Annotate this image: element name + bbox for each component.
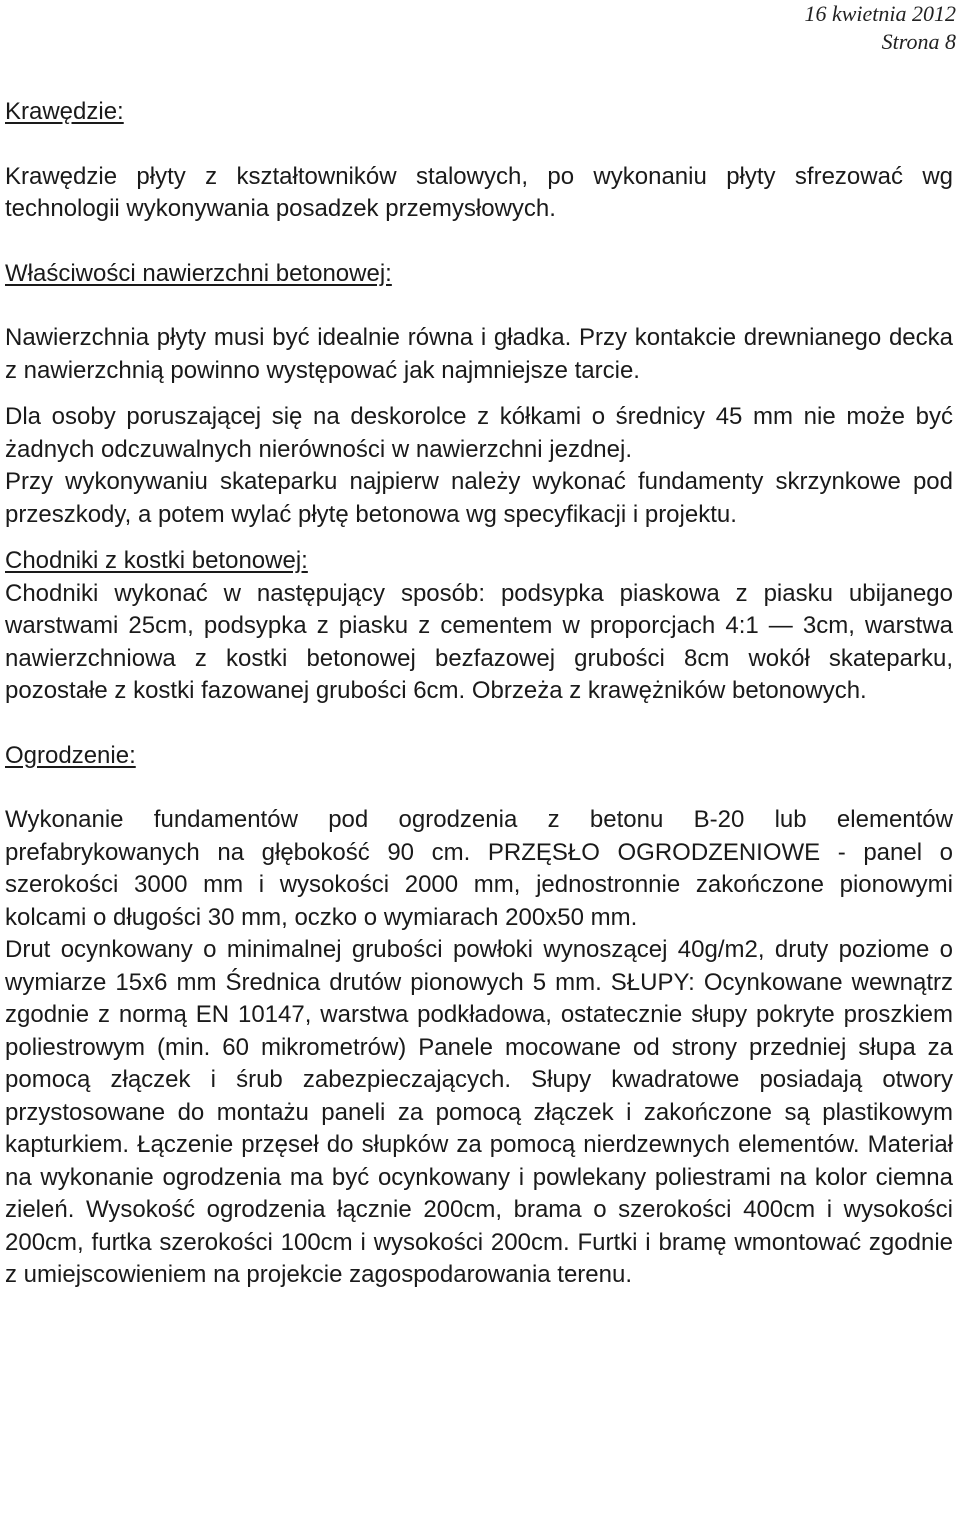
paragraph-wlasciwosci-2: Dla osoby poruszającej się na deskorolce z kółkami o średnicy 45 mm nie może być żadnych odczuwalnych nierówności w nawierzchni jezdnej.	[5, 403, 953, 463]
header-page-number: Strona 8	[881, 29, 956, 54]
heading-wlasciwosci: Właściwości nawierzchni betonowej:	[5, 259, 392, 287]
paragraph-wlasciwosci-3: Przy wykonywaniu skateparku najpierw należy wykonać fundamenty skrzynkowe pod przeszkody, a potem wylać płytę betonowa wg specyfikacji i projektu.	[5, 468, 953, 528]
paragraph-wlasciwosci-1: Nawierzchnia płyty musi być idealnie równa i gładka. Przy kontakcie drewnianego decka z nawierzchnią powinno występować jak najmniejsze tarcie.	[5, 324, 953, 384]
page-header	[804, 0, 956, 56]
heading-ogrodzenie: Ogrodzenie:	[5, 741, 136, 769]
paragraph-krawedzie: Krawędzie płyty z kształtowników stalowych, po wykonaniu płyty sfrezować wg technologii wykonywania posadzek przemysłowych.	[5, 162, 953, 222]
paragraph-ogrodzenie-1: Wykonanie fundamentów pod ogrodzenia z betonu B-20 lub elementów prefabrykowanych na głębokość 90 cm. PRZĘSŁO OGRODZENIOWE - panel o szerokości 3000 mm i wysokości 2000 mm, jednostronnie zakończone pionowymi kolcami o długości 30 mm, oczko o wymiarach 200x50 mm.	[5, 806, 953, 931]
paragraph-ogrodzenie-2: Drut ocynkowany o minimalnej grubości powłoki wynoszącej 40g/m2, druty poziome o wymiarze 15x6 mm Średnica drutów pionowych 5 mm. SŁUPY: Ocynkowane wewnątrz zgodnie z normą EN 10147, warstwa podkładowa, ostatecznie słupy pokryte proszkiem poliestrowym (min. 60 mikrometrów) Panele mocowane od strony przedniej słupa za pomocą złączek i śrub zabezpieczających. Słupy kwadratowe posiadają otwory przystosowane do montażu paneli za pomocą złączek i zakończone są plastikowym kapturkiem. Łączenie przęseł do słupków za pomocą nierdzewnych elementów. Materiał na wykonanie ogrodzenia ma być ocynkowany i powlekany poliestrami na kolor ciemna zieleń. Wysokość ogrodzenia łącznie 200cm, brama o szerokości 400cm i wysokości 200cm, furtka szerokości 100cm i wysokości 200cm. Furtki i bramę wmontować zgodnie z umiejscowieniem na projekcie zagospodarowania terenu.	[5, 936, 953, 1288]
document-body	[5, 96, 953, 1292]
header-date: 16 kwietnia 2012	[804, 1, 956, 26]
heading-chodniki: Chodniki z kostki betonowej:	[5, 547, 308, 574]
paragraph-chodniki: Chodniki wykonać w następujący sposób: podsypka piaskowa z piasku ubijanego warstwami 25cm, podsypka z piasku z cementem w proporcjach 4:1 — 3cm, warstwa nawierzchniowa z kostki betonowej bezfazowej grubości 8cm wokół skateparku, pozostałe z kostki fazowanej grubości 6cm. Obrzeża z krawężników betonowych.	[5, 579, 953, 704]
heading-krawedzie: Krawędzie:	[5, 98, 124, 125]
